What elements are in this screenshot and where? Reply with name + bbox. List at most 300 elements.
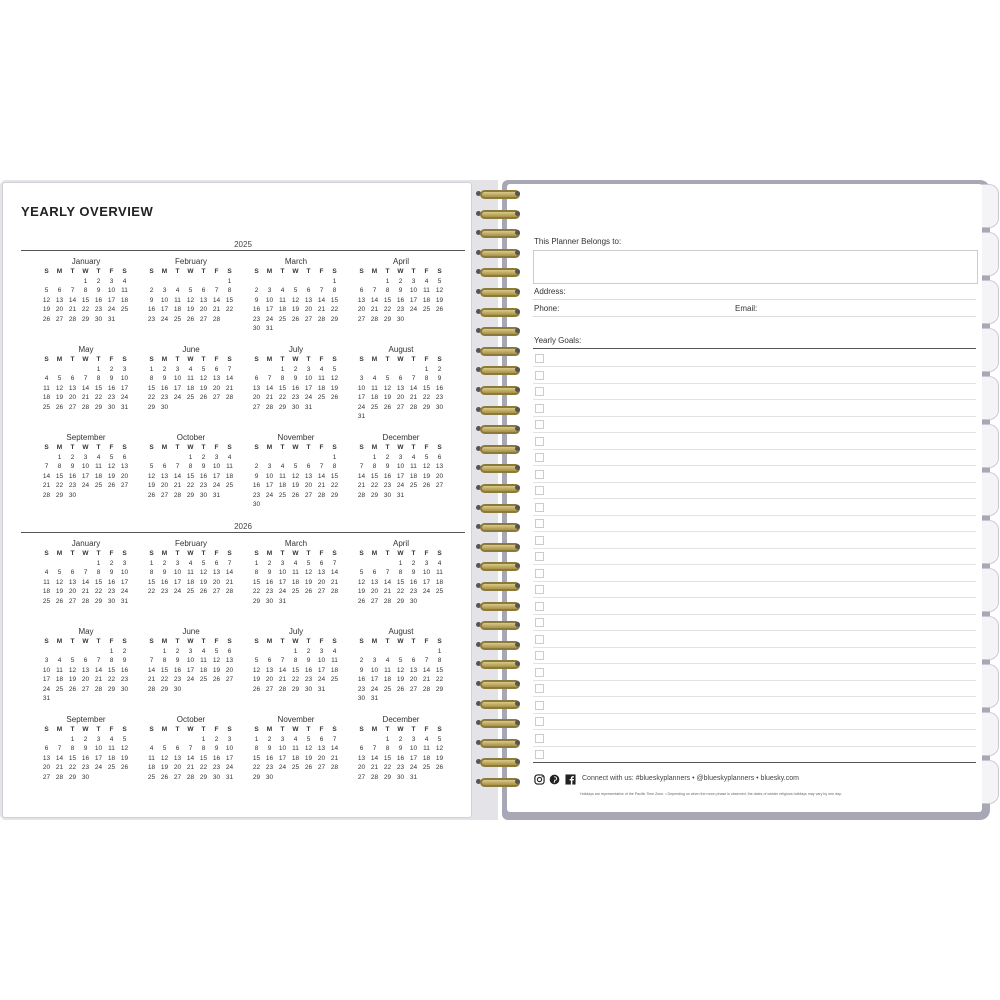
goal-checkbox[interactable] [535,404,544,413]
owner-name-field[interactable] [533,250,978,284]
day-cell: 23 [107,588,116,595]
day-cell: 17 [304,384,313,392]
day-cell: 17 [42,676,51,683]
day-cell: 18 [225,472,234,480]
day-cell: 1 [293,647,298,655]
month-name: August [388,627,414,636]
day-cell: 3 [280,735,285,743]
day-cell: 22 [55,482,64,489]
day-cell: 20 [396,394,405,401]
day-cell: 24 [265,315,274,323]
day-cell: 2 [175,647,180,655]
day-cell: 2 [267,559,272,567]
goal-checkbox[interactable] [535,635,544,644]
day-cell: 14 [370,296,379,304]
day-cell: 29 [68,773,77,781]
day-cell: 14 [186,754,195,762]
weekday-header: T [96,444,101,451]
day-cell: 24 [409,306,418,313]
goal-checkbox[interactable] [535,536,544,545]
day-cell: 26 [291,315,300,323]
day-cell: 3 [267,287,272,294]
goal-row[interactable] [533,482,976,499]
month-calendar [250,627,342,694]
day-cell: 26 [107,482,116,489]
coil-wire [480,719,520,728]
day-cell: 29 [81,315,90,323]
goal-row[interactable] [533,730,976,747]
day-cell: 2 [267,735,272,743]
weekday-header: F [109,356,114,363]
goal-row[interactable] [533,383,976,400]
month-name: March [284,539,308,548]
day-cell: 11 [43,578,50,586]
goal-row[interactable] [533,565,976,582]
day-cell: 18 [186,384,195,392]
day-cell: 4 [280,287,285,294]
weekday-header: S [122,356,127,363]
goal-checkbox[interactable] [535,651,544,660]
day-cell: 5 [201,559,206,567]
weekday-header: W [292,356,299,363]
day-cell: 18 [317,384,326,392]
weekday-header: S [44,356,49,363]
weekday-header: W [292,638,299,645]
goal-checkbox[interactable] [535,420,544,429]
day-cell: 3 [214,453,219,461]
day-cell: 19 [252,676,261,683]
day-cell: 26 [55,597,64,605]
day-cell: 6 [398,375,403,382]
goal-row[interactable] [533,433,976,450]
day-cell: 7 [385,569,390,576]
goal-checkbox[interactable] [535,437,544,446]
goal-checkbox[interactable] [535,585,544,594]
day-cell: 21 [212,306,221,313]
month-name: April [392,539,409,548]
coil-wire [480,229,520,238]
goal-row[interactable] [533,664,976,681]
empty-day [381,647,394,657]
day-cell: 23 [383,482,392,489]
day-cell: 28 [186,773,195,781]
weekday-header: S [332,726,337,733]
goal-row[interactable] [533,532,976,549]
goal-checkbox[interactable] [535,717,544,726]
day-cell: 30 [199,491,208,499]
day-cell: 19 [435,754,444,762]
day-cell: 26 [120,764,129,771]
spiral-coil [474,247,522,259]
day-cell: 6 [70,375,75,382]
weekday-header: W [397,268,404,275]
goal-row[interactable] [533,614,976,631]
day-cell: 7 [267,375,272,382]
day-cell: 19 [199,578,208,586]
day-cell: 30 [94,315,103,323]
day-cell: 13 [81,666,90,674]
month-day-grid [355,267,447,324]
phone-email-line[interactable] [533,316,976,317]
goal-row[interactable] [533,350,976,367]
day-cell: 14 [265,384,274,392]
day-cell: 14 [317,296,326,304]
month-calendar [145,345,237,412]
coil-wire [480,249,520,258]
empty-day [184,735,197,745]
day-cell: 10 [396,463,405,470]
day-cell: 11 [279,296,286,304]
day-cell: 31 [304,403,313,411]
day-cell: 17 [278,578,287,586]
day-cell: 29 [396,597,405,605]
day-cell: 11 [187,569,194,576]
day-cell: 24 [278,764,287,771]
spiral-coil [474,306,522,318]
day-cell: 25 [186,394,195,401]
day-cell: 20 [68,394,77,401]
weekday-header: S [149,638,154,645]
day-cell: 13 [68,384,77,392]
day-cell: 7 [44,463,49,470]
goal-row[interactable] [533,400,976,417]
day-cell: 23 [357,685,366,693]
goal-checkbox[interactable] [535,569,544,578]
day-cell: 1 [227,277,232,285]
day-cell: 18 [278,306,287,313]
day-cell: 21 [186,764,195,771]
day-cell: 17 [265,306,274,313]
weekday-header: F [424,444,429,451]
day-cell: 11 [423,287,430,294]
day-cell: 21 [370,306,379,313]
day-cell: 13 [357,296,366,304]
empty-day [381,365,394,375]
month-day-grid [355,725,447,782]
weekday-header: S [149,726,154,733]
day-cell: 13 [199,296,208,304]
day-cell: 6 [372,569,377,576]
day-cell: 28 [55,773,64,781]
address-line[interactable] [533,299,976,300]
day-cell: 16 [68,472,77,480]
day-cell: 4 [280,463,285,470]
empty-day [53,647,66,657]
weekday-header: S [44,444,49,451]
month-day-grid [40,267,132,324]
empty-day [66,559,79,569]
goal-row[interactable] [533,515,976,532]
day-cell: 31 [396,491,405,499]
day-cell: 16 [383,472,392,480]
coil-wire [480,406,520,415]
day-cell: 31 [370,695,379,702]
goal-row[interactable] [533,581,976,598]
goal-checkbox[interactable] [535,701,544,710]
goal-row[interactable] [533,647,976,664]
day-cell: 29 [94,597,103,605]
day-cell: 17 [94,754,103,762]
spiral-coil [474,384,522,396]
day-cell: 30 [252,325,261,332]
weekday-header: S [122,638,127,645]
weekday-header: F [214,444,219,451]
day-cell: 23 [160,588,169,595]
month-calendar [355,345,447,422]
coil-wire [480,347,520,356]
day-cell: 21 [55,764,64,771]
weekday-header: M [371,726,378,733]
day-cell: 12 [291,472,300,480]
day-cell: 3 [162,287,167,294]
empty-day [79,365,92,375]
day-cell: 26 [212,676,221,683]
weekday-header: M [56,726,63,733]
day-cell: 23 [173,676,182,683]
goal-row[interactable] [533,416,976,433]
empty-day [368,559,381,569]
day-cell: 10 [422,569,431,576]
day-cell: 15 [225,296,234,304]
day-cell: 25 [383,685,392,693]
weekday-header: F [319,268,324,275]
month-day-grid [145,267,237,324]
goal-checkbox[interactable] [535,668,544,677]
day-cell: 2 [149,287,154,294]
day-cell: 24 [409,764,418,771]
day-cell: 4 [437,559,442,567]
empty-day [263,365,276,375]
empty-day [289,453,302,463]
coil-wire [480,700,520,709]
month-day-grid [145,549,237,597]
weekday-header: M [161,268,168,275]
empty-day [171,277,184,287]
day-cell: 7 [83,375,88,382]
goal-checkbox[interactable] [535,453,544,462]
day-cell: 22 [278,394,287,401]
day-cell: 21 [147,676,156,683]
day-cell: 8 [332,463,337,470]
spiral-coil [474,364,522,376]
day-cell: 18 [120,296,129,304]
day-cell: 29 [199,773,208,781]
goal-row[interactable] [533,548,976,565]
weekday-header: M [161,550,168,557]
day-cell: 18 [383,676,392,683]
goal-row[interactable] [533,746,976,763]
goals-rule [533,348,976,349]
day-cell: 21 [68,306,77,313]
weekday-header: F [109,550,114,557]
day-cell: 15 [94,578,103,586]
goal-checkbox[interactable] [535,387,544,396]
weekday-header: S [227,726,232,733]
empty-day [355,453,368,463]
spiral-coil [474,580,522,592]
day-cell: 12 [147,472,156,480]
day-cell: 7 [332,559,337,567]
goal-checkbox[interactable] [535,503,544,512]
day-cell: 21 [383,588,392,595]
spiral-coil [474,404,522,416]
weekday-header: T [96,638,101,645]
weekday-header: T [201,726,206,733]
day-cell: 2 [254,463,259,470]
day-cell: 26 [186,315,195,323]
goal-row[interactable] [533,680,976,697]
goal-checkbox[interactable] [535,602,544,611]
goal-row[interactable] [533,697,976,714]
day-cell: 17 [212,472,221,480]
weekday-header: S [227,268,232,275]
weekday-header: W [397,356,404,363]
day-cell: 12 [212,657,221,664]
day-cell: 4 [175,287,180,294]
day-cell: 4 [201,647,206,655]
day-cell: 9 [411,569,416,576]
day-cell: 22 [396,588,405,595]
goal-row[interactable] [533,499,976,516]
goal-checkbox[interactable] [535,734,544,743]
day-cell: 14 [357,472,366,480]
goal-row[interactable] [533,449,976,466]
goal-checkbox[interactable] [535,684,544,693]
day-cell: 30 [173,685,182,693]
goal-checkbox[interactable] [535,486,544,495]
day-cell: 3 [175,559,180,567]
day-cell: 11 [148,754,155,762]
day-cell: 2 [385,453,390,461]
weekday-header: T [175,356,180,363]
day-cell: 31 [317,685,326,693]
month-name: October [176,433,206,442]
weekday-header: M [161,444,168,451]
punch-hole [515,211,520,216]
day-cell: 8 [293,657,298,664]
day-cell: 8 [201,745,206,752]
day-cell: 14 [330,745,339,752]
empty-day [158,453,171,463]
empty-day [407,365,420,375]
goal-checkbox[interactable] [535,618,544,627]
day-cell: 1 [332,277,337,285]
day-cell: 23 [265,588,274,595]
day-cell: 27 [199,315,208,323]
day-cell: 6 [70,569,75,576]
month-day-grid [145,725,237,782]
day-cell: 5 [398,657,403,664]
day-cell: 27 [304,315,313,323]
weekday-header: S [149,444,154,451]
goal-checkbox[interactable] [535,750,544,759]
weekday-header: M [266,550,273,557]
day-cell: 17 [278,754,287,762]
day-cell: 31 [409,773,418,781]
day-cell: 12 [107,463,116,470]
weekday-header: M [266,356,273,363]
empty-day [263,647,276,657]
weekday-header: M [161,638,168,645]
month-name: May [78,627,94,636]
goal-checkbox[interactable] [535,552,544,561]
weekday-header: F [319,444,324,451]
day-cell: 4 [44,569,49,576]
day-cell: 3 [411,277,416,285]
day-cell: 25 [370,403,379,411]
weekday-header: S [359,356,364,363]
day-cell: 23 [147,315,156,323]
day-cell: 17 [422,578,431,586]
goal-checkbox[interactable] [535,354,544,363]
day-cell: 8 [372,463,377,470]
day-cell: 27 [68,597,77,605]
goal-row[interactable] [533,367,976,384]
day-cell: 2 [162,559,167,567]
day-cell: 23 [252,315,261,323]
day-cell: 10 [357,384,366,392]
day-cell: 30 [68,491,77,499]
weekday-header: S [437,550,442,557]
day-cell: 27 [317,764,326,771]
day-cell: 24 [265,491,274,499]
goal-row[interactable] [533,713,976,730]
month-name: January [71,257,101,266]
day-cell: 2 [293,365,298,373]
day-cell: 6 [83,657,88,664]
day-cell: 9 [293,375,298,382]
day-cell: 25 [330,676,339,683]
day-cell: 21 [225,578,234,586]
day-cell: 13 [435,463,444,470]
month-day-grid [250,637,342,694]
month-name: November [277,433,315,442]
day-cell: 27 [317,588,326,595]
day-cell: 23 [265,764,274,771]
weekday-header: T [70,726,75,733]
day-cell: 10 [278,745,287,752]
day-cell: 20 [357,764,366,771]
weekday-header: W [292,550,299,557]
day-cell: 6 [214,559,219,567]
day-cell: 14 [94,666,103,674]
spiral-coil [474,639,522,651]
day-cell: 16 [107,578,116,586]
coil-wire [480,484,520,493]
goal-checkbox[interactable] [535,519,544,528]
day-cell: 29 [107,685,116,693]
punch-hole [515,485,520,490]
empty-day [66,277,79,287]
goal-checkbox[interactable] [535,470,544,479]
spiral-coil [474,698,522,710]
day-cell: 29 [330,315,339,323]
day-cell: 19 [304,578,313,586]
goal-row[interactable] [533,598,976,615]
day-cell: 27 [370,597,379,605]
weekday-header: S [359,638,364,645]
day-cell: 25 [186,588,195,595]
day-cell: 20 [304,482,313,489]
weekday-header: T [280,638,285,645]
goal-row[interactable] [533,631,976,648]
goal-checkbox[interactable] [535,371,544,380]
weekday-header: F [424,638,429,645]
coil-wire [480,464,520,473]
goal-row[interactable] [533,466,976,483]
day-cell: 13 [120,463,129,470]
day-cell: 25 [278,491,287,499]
